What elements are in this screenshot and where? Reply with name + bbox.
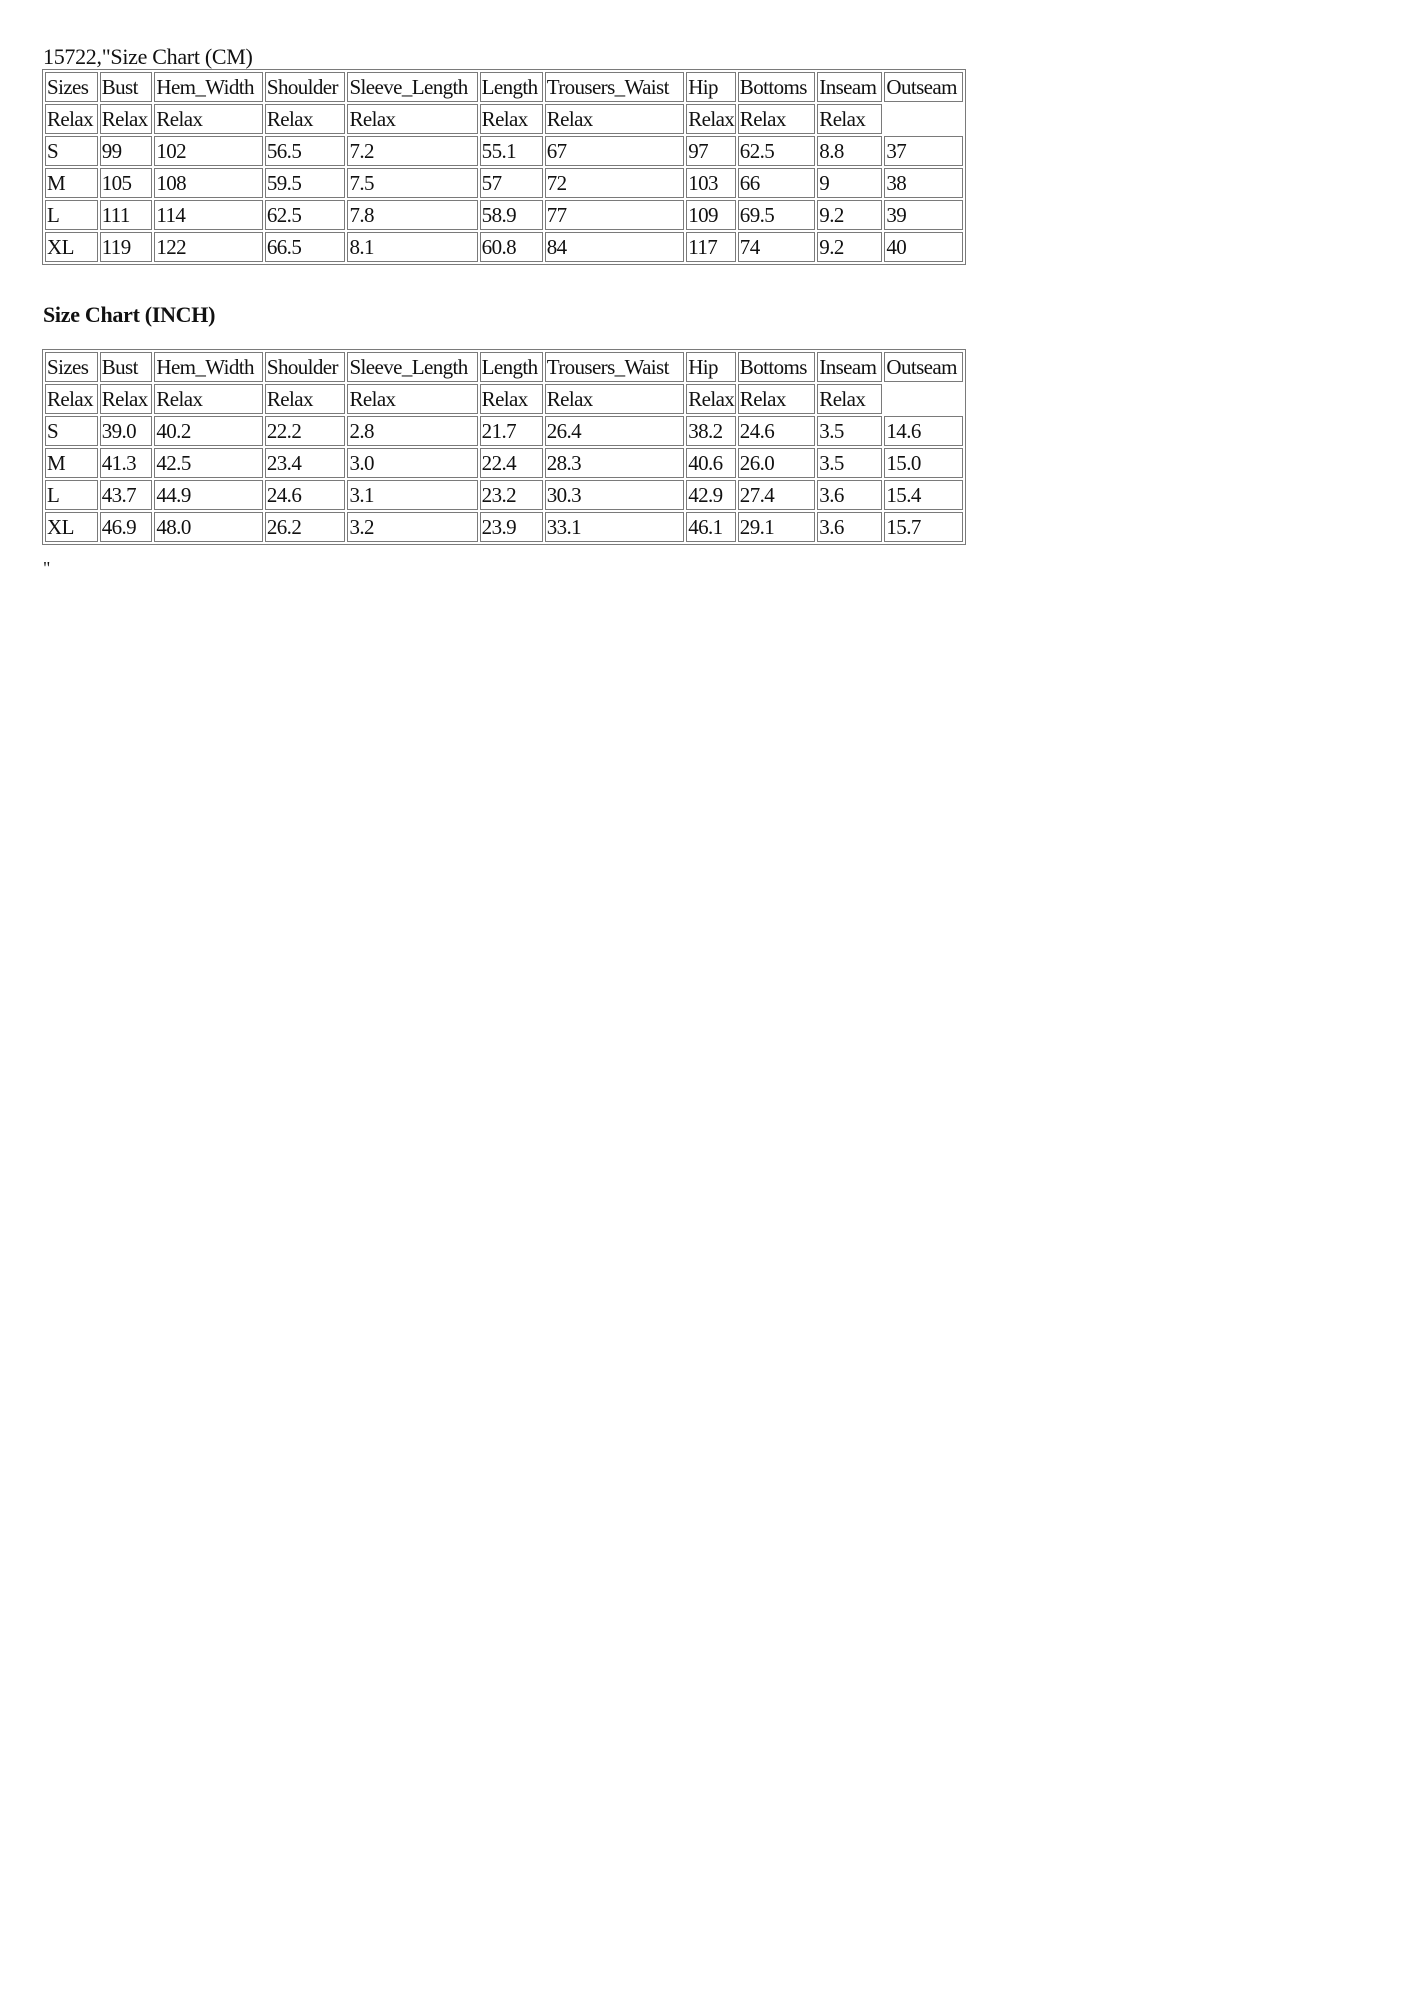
table-cell: M — [45, 448, 98, 478]
table-cell: 105 — [100, 168, 153, 198]
table-cell: Hem_Width — [154, 72, 263, 102]
table-cell: Relax — [347, 384, 477, 414]
table-cell: 39 — [884, 200, 963, 230]
table-cell — [884, 104, 963, 134]
closing-quote-mark: " — [43, 558, 51, 578]
table-cell: 57 — [480, 168, 543, 198]
cm-chart-title: 15722,"Size Chart (CM) — [43, 44, 253, 69]
table-row — [45, 200, 963, 230]
table-cell: 24.6 — [265, 480, 346, 510]
table-row — [45, 416, 963, 446]
table-cell: 9.2 — [817, 200, 882, 230]
table-header-row — [45, 352, 963, 382]
table-cell: 122 — [154, 232, 263, 262]
table-cell: Relax — [545, 104, 685, 134]
table-cell: Sleeve_Length — [347, 352, 477, 382]
table-cell: Trousers_Waist — [545, 352, 685, 382]
table-cell: 3.6 — [817, 512, 882, 542]
table-cell: Shoulder — [265, 352, 346, 382]
table-cell: 40 — [884, 232, 963, 262]
table-cell: 8.8 — [817, 136, 882, 166]
table-cell: 56.5 — [265, 136, 346, 166]
table-cell: 102 — [154, 136, 263, 166]
table-cell: 3.5 — [817, 416, 882, 446]
table-cell: Relax — [347, 104, 477, 134]
table-cell: 114 — [154, 200, 263, 230]
table-cell: Relax — [265, 104, 346, 134]
table-row — [45, 448, 963, 478]
table-cell: L — [45, 200, 98, 230]
table-row — [45, 480, 963, 510]
table-row — [45, 136, 963, 166]
table-cell: Relax — [100, 104, 153, 134]
table-cell: 26.0 — [738, 448, 816, 478]
cm-size-table — [42, 69, 966, 265]
table-cell: XL — [45, 232, 98, 262]
table-cell: 117 — [686, 232, 736, 262]
table-cell: 46.9 — [100, 512, 153, 542]
table-cell: XL — [45, 512, 98, 542]
table-fit-row — [45, 384, 963, 414]
table-cell: 2.8 — [347, 416, 477, 446]
table-cell: 9 — [817, 168, 882, 198]
table-cell: 74 — [738, 232, 816, 262]
table-cell: Inseam — [817, 72, 882, 102]
table-cell: 66.5 — [265, 232, 346, 262]
table-cell: 119 — [100, 232, 153, 262]
table-cell: 37 — [884, 136, 963, 166]
table-cell: Bust — [100, 72, 153, 102]
table-cell: M — [45, 168, 98, 198]
table-cell: 46.1 — [686, 512, 736, 542]
table-cell: 40.2 — [154, 416, 263, 446]
table-cell: 39.0 — [100, 416, 153, 446]
table-cell: Bottoms — [738, 352, 816, 382]
table-row — [45, 168, 963, 198]
table-cell: 8.1 — [347, 232, 477, 262]
table-cell: 29.1 — [738, 512, 816, 542]
table-cell: 77 — [545, 200, 685, 230]
table-cell: 3.6 — [817, 480, 882, 510]
table-cell: Relax — [154, 384, 263, 414]
table-cell: 21.7 — [480, 416, 543, 446]
table-cell: 7.8 — [347, 200, 477, 230]
table-cell: Relax — [154, 104, 263, 134]
table-cell — [884, 384, 963, 414]
table-cell: 23.4 — [265, 448, 346, 478]
table-cell: Sizes — [45, 72, 98, 102]
table-cell: Relax — [686, 384, 736, 414]
table-cell: Relax — [45, 384, 98, 414]
table-cell: 22.2 — [265, 416, 346, 446]
table-cell: 55.1 — [480, 136, 543, 166]
table-cell: 3.1 — [347, 480, 477, 510]
table-cell: Sleeve_Length — [347, 72, 477, 102]
table-cell: 48.0 — [154, 512, 263, 542]
table-cell: 26.4 — [545, 416, 685, 446]
table-cell: 23.2 — [480, 480, 543, 510]
table-cell: Relax — [545, 384, 685, 414]
table-cell: 24.6 — [738, 416, 816, 446]
table-cell: Length — [480, 72, 543, 102]
table-cell: 103 — [686, 168, 736, 198]
table-cell: 3.5 — [817, 448, 882, 478]
table-cell: 7.5 — [347, 168, 477, 198]
table-cell: 38.2 — [686, 416, 736, 446]
table-cell: 30.3 — [545, 480, 685, 510]
table-cell: 15.0 — [884, 448, 963, 478]
table-cell: L — [45, 480, 98, 510]
table-cell: 40.6 — [686, 448, 736, 478]
table-cell: 62.5 — [265, 200, 346, 230]
table-cell: Length — [480, 352, 543, 382]
table-row — [45, 232, 963, 262]
table-cell: Hem_Width — [154, 352, 263, 382]
table-cell: 9.2 — [817, 232, 882, 262]
table-cell: 38 — [884, 168, 963, 198]
table-header-row — [45, 72, 963, 102]
table-cell: Bust — [100, 352, 153, 382]
table-cell: 99 — [100, 136, 153, 166]
table-cell: Relax — [686, 104, 736, 134]
inch-chart-title: Size Chart (INCH) — [43, 302, 216, 327]
table-cell: Sizes — [45, 352, 98, 382]
table-cell: 22.4 — [480, 448, 543, 478]
table-cell: 59.5 — [265, 168, 346, 198]
table-cell: Relax — [738, 104, 816, 134]
table-cell: Inseam — [817, 352, 882, 382]
table-cell: 108 — [154, 168, 263, 198]
table-cell: 109 — [686, 200, 736, 230]
table-cell: 67 — [545, 136, 685, 166]
table-cell: 3.0 — [347, 448, 477, 478]
table-cell: 111 — [100, 200, 153, 230]
table-cell: Outseam — [884, 72, 963, 102]
table-cell: 84 — [545, 232, 685, 262]
table-cell: Relax — [817, 384, 882, 414]
table-cell: 97 — [686, 136, 736, 166]
table-cell: 66 — [738, 168, 816, 198]
table-cell: Relax — [480, 104, 543, 134]
table-cell: 62.5 — [738, 136, 816, 166]
table-cell: 69.5 — [738, 200, 816, 230]
table-cell: 58.9 — [480, 200, 543, 230]
table-cell: 60.8 — [480, 232, 543, 262]
table-cell: 14.6 — [884, 416, 963, 446]
table-fit-row — [45, 104, 963, 134]
table-cell: 26.2 — [265, 512, 346, 542]
table-row — [45, 512, 963, 542]
table-cell: Hip — [686, 352, 736, 382]
table-cell: 42.5 — [154, 448, 263, 478]
table-cell: 15.4 — [884, 480, 963, 510]
table-cell: Hip — [686, 72, 736, 102]
table-cell: 41.3 — [100, 448, 153, 478]
table-cell: 23.9 — [480, 512, 543, 542]
table-cell: S — [45, 136, 98, 166]
table-cell: Shoulder — [265, 72, 346, 102]
table-cell: 33.1 — [545, 512, 685, 542]
table-cell: 7.2 — [347, 136, 477, 166]
table-cell: S — [45, 416, 98, 446]
table-cell: 42.9 — [686, 480, 736, 510]
table-cell: Trousers_Waist — [545, 72, 685, 102]
table-cell: Relax — [265, 384, 346, 414]
table-cell: 15.7 — [884, 512, 963, 542]
table-cell: Relax — [738, 384, 816, 414]
table-cell: Outseam — [884, 352, 963, 382]
table-cell: 28.3 — [545, 448, 685, 478]
table-cell: 43.7 — [100, 480, 153, 510]
table-cell: 72 — [545, 168, 685, 198]
table-cell: Relax — [45, 104, 98, 134]
table-cell: Bottoms — [738, 72, 816, 102]
inch-size-table — [42, 349, 966, 545]
table-cell: Relax — [100, 384, 153, 414]
table-cell: 27.4 — [738, 480, 816, 510]
table-cell: Relax — [480, 384, 543, 414]
table-cell: 3.2 — [347, 512, 477, 542]
table-cell: Relax — [817, 104, 882, 134]
table-cell: 44.9 — [154, 480, 263, 510]
